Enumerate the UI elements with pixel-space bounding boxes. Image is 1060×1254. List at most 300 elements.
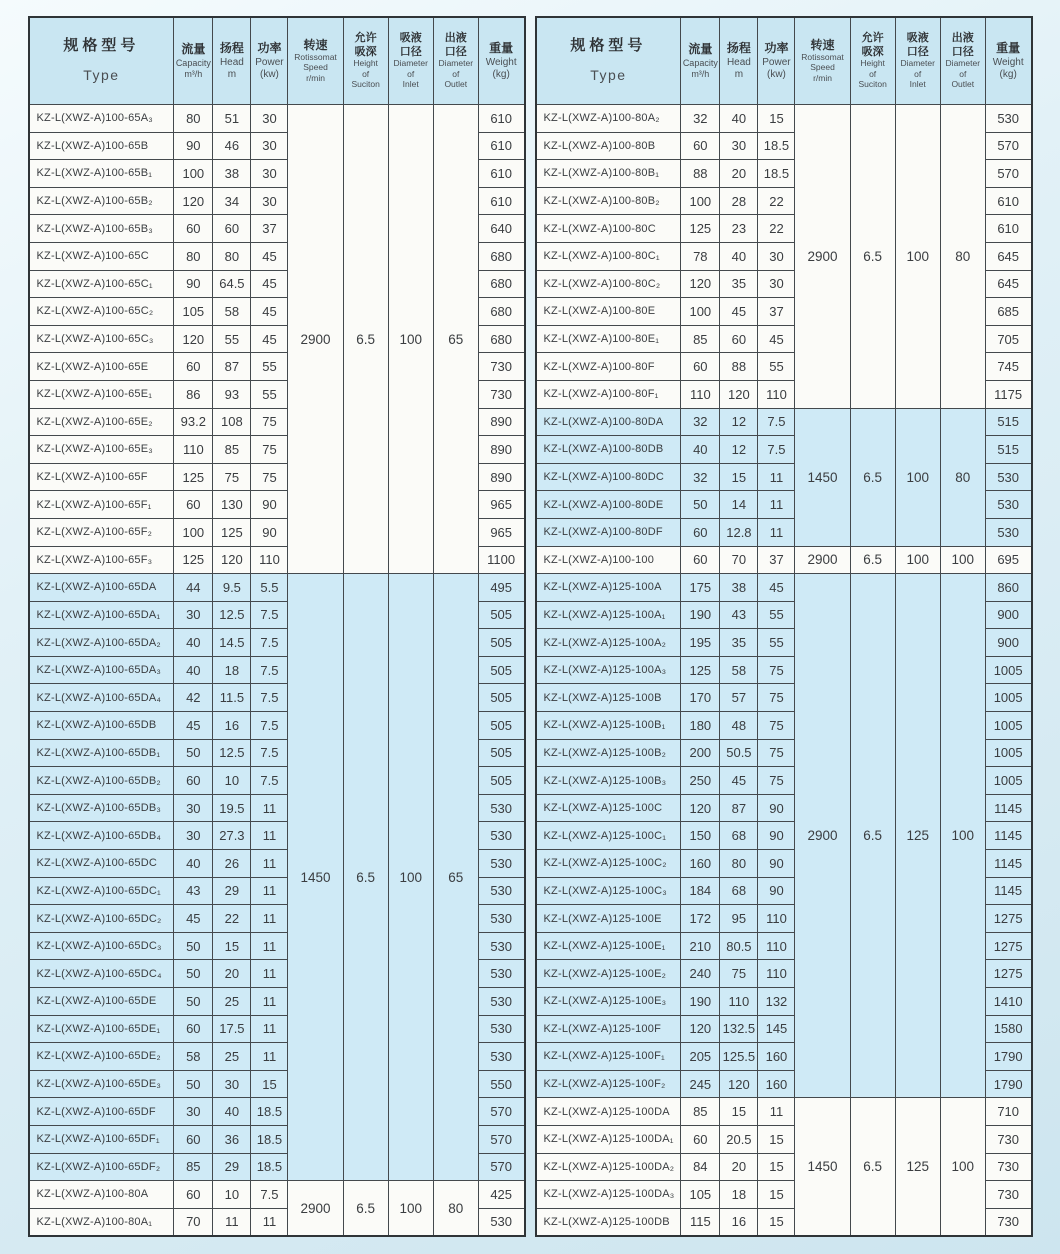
power-cell: 7.5 [251,656,288,684]
power-cell: 7.5 [251,629,288,657]
capacity-cell: 30 [174,601,213,629]
weight-cell: 425 [478,1181,524,1209]
power-cell: 7.5 [251,767,288,795]
power-cell: 55 [758,353,795,381]
weight-cell: 1275 [985,905,1031,933]
header-line: 出液 [444,32,467,45]
header-line: 规格型号 [63,37,140,55]
header-line: 口径 [951,45,974,58]
type-cell: KZ-L(XWZ-A)100-65DE₃ [29,1070,174,1098]
type-cell: KZ-L(XWZ-A)125-100B₂ [536,739,681,767]
power-cell: 110 [758,380,795,408]
power-cell: 90 [251,491,288,519]
head-cell: 25 [213,988,251,1016]
type-cell: KZ-L(XWZ-A)100-65DC₃ [29,932,174,960]
type-cell: KZ-L(XWZ-A)125-100DA₁ [536,1125,681,1153]
type-cell: KZ-L(XWZ-A)100-65A₃ [29,105,174,133]
power-cell: 7.5 [251,684,288,712]
weight-cell: 745 [985,353,1031,381]
capacity-cell: 43 [174,877,213,905]
power-cell: 22 [758,215,795,243]
power-cell: 90 [758,794,795,822]
type-cell: KZ-L(XWZ-A)125-100A [536,574,681,602]
head-cell: 64.5 [213,270,251,298]
weight-cell: 530 [478,932,524,960]
header-line: Power [255,56,284,68]
type-cell: KZ-L(XWZ-A)100-65DE [29,988,174,1016]
capacity-cell: 60 [681,353,720,381]
type-cell: KZ-L(XWZ-A)100-65DC [29,850,174,878]
head-cell: 15 [720,1098,758,1126]
head-cell: 45 [720,298,758,326]
type-cell: KZ-L(XWZ-A)125-100C₃ [536,877,681,905]
header-line: 允许 [861,32,884,45]
type-cell: KZ-L(XWZ-A)125-100C₂ [536,850,681,878]
power-cell: 30 [758,242,795,270]
power-cell: 11 [251,905,288,933]
head-cell: 12.8 [720,518,758,546]
column-header-outlet [433,17,478,105]
column-header-capacity [174,17,213,105]
capacity-cell: 45 [174,712,213,740]
capacity-cell: 58 [174,1043,213,1071]
head-cell: 120 [213,546,251,574]
capacity-cell: 80 [174,242,213,270]
weight-cell: 530 [985,463,1031,491]
power-cell: 11 [758,518,795,546]
weight-cell: 680 [478,298,524,326]
head-cell: 34 [213,187,251,215]
outlet-cell: 80 [433,1181,478,1236]
type-cell: KZ-L(XWZ-A)125-100E₃ [536,988,681,1016]
head-cell: 17.5 [213,1015,251,1043]
head-cell: 85 [213,436,251,464]
weight-cell: 505 [478,684,524,712]
column-header-outlet [940,17,985,105]
suction-cell: 6.5 [850,1098,895,1236]
type-cell: KZ-L(XWZ-A)100-65DF [29,1098,174,1126]
weight-cell: 610 [478,160,524,188]
outlet-cell: 100 [940,1098,985,1236]
weight-cell: 505 [478,629,524,657]
speed-cell: 2900 [795,546,850,574]
capacity-cell: 120 [174,325,213,353]
head-cell: 70 [720,546,758,574]
inlet-cell: 100 [895,546,940,574]
head-cell: 60 [213,215,251,243]
header-line: Type [83,67,120,84]
weight-cell: 505 [478,601,524,629]
header-line: 转速 [303,37,328,52]
power-cell: 37 [251,215,288,243]
power-cell: 75 [758,684,795,712]
weight-cell: 1790 [985,1043,1031,1071]
type-cell: KZ-L(XWZ-A)100-65E [29,353,174,381]
power-cell: 75 [758,739,795,767]
head-cell: 40 [720,242,758,270]
type-cell: KZ-L(XWZ-A)100-65DB₃ [29,794,174,822]
power-cell: 110 [758,960,795,988]
speed-cell: 2900 [795,105,850,409]
capacity-cell: 170 [681,684,720,712]
weight-cell: 1005 [985,767,1031,795]
head-cell: 18 [720,1181,758,1209]
type-cell: KZ-L(XWZ-A)100-65DA₄ [29,684,174,712]
capacity-cell: 125 [681,656,720,684]
type-cell: KZ-L(XWZ-A)100-65DB₂ [29,767,174,795]
type-cell: KZ-L(XWZ-A)125-100A₂ [536,629,681,657]
capacity-cell: 32 [681,105,720,133]
power-cell: 30 [758,270,795,298]
head-cell: 22 [213,905,251,933]
power-cell: 11 [758,463,795,491]
type-cell: KZ-L(XWZ-A)100-80B₂ [536,187,681,215]
power-cell: 55 [758,601,795,629]
head-cell: 29 [213,877,251,905]
weight-cell: 1145 [985,877,1031,905]
type-cell: KZ-L(XWZ-A)100-65DB₄ [29,822,174,850]
capacity-cell: 60 [174,215,213,243]
weight-cell: 610 [478,132,524,160]
weight-cell: 530 [478,794,524,822]
capacity-cell: 45 [174,905,213,933]
table-row [536,105,1032,133]
head-cell: 10 [213,1181,251,1209]
column-header-head [213,17,251,105]
table-row [536,574,1032,602]
type-cell: KZ-L(XWZ-A)100-65C₃ [29,325,174,353]
header-line: 扬程 [726,41,751,56]
weight-cell: 505 [478,656,524,684]
column-header-capacity [681,17,720,105]
type-cell: KZ-L(XWZ-A)100-65DA [29,574,174,602]
header-line: 重量 [489,41,514,56]
header-line: of [362,68,370,79]
type-cell: KZ-L(XWZ-A)100-65C [29,242,174,270]
capacity-cell: 115 [681,1208,720,1236]
weight-cell: 680 [478,270,524,298]
inlet-cell: 100 [895,105,940,409]
head-cell: 88 [720,353,758,381]
type-cell: KZ-L(XWZ-A)125-100F [536,1015,681,1043]
header-line: Weight [992,56,1024,68]
column-header-type [536,17,681,105]
power-cell: 55 [251,353,288,381]
header-line: Outlet [951,79,975,90]
type-cell: KZ-L(XWZ-A)100-65B₁ [29,160,174,188]
header-line: 规格型号 [570,37,647,55]
type-cell: KZ-L(XWZ-A)100-80F [536,353,681,381]
type-cell: KZ-L(XWZ-A)125-100E [536,905,681,933]
power-cell: 11 [251,1015,288,1043]
capacity-cell: 50 [174,960,213,988]
type-cell: KZ-L(XWZ-A)100-80C [536,215,681,243]
capacity-cell: 105 [174,298,213,326]
weight-cell: 530 [478,988,524,1016]
header-line: Head [726,56,751,68]
capacity-cell: 60 [174,353,213,381]
header-line: Suciton [858,79,887,90]
power-cell: 11 [251,988,288,1016]
capacity-cell: 100 [681,187,720,215]
table-row [536,546,1032,574]
weight-cell: 965 [478,518,524,546]
weight-cell: 570 [478,1153,524,1181]
header-line: Height [353,58,378,69]
capacity-cell: 125 [174,463,213,491]
head-cell: 40 [213,1098,251,1126]
head-cell: 48 [720,712,758,740]
type-cell: KZ-L(XWZ-A)100-65C₁ [29,270,174,298]
weight-cell: 530 [985,518,1031,546]
capacity-cell: 85 [681,325,720,353]
type-cell: KZ-L(XWZ-A)100-65DE₁ [29,1015,174,1043]
weight-cell: 530 [478,1043,524,1071]
capacity-cell: 42 [174,684,213,712]
head-cell: 35 [720,270,758,298]
weight-cell: 1275 [985,960,1031,988]
power-cell: 132 [758,988,795,1016]
power-cell: 11 [758,491,795,519]
table-row [29,105,525,133]
capacity-cell: 195 [681,629,720,657]
capacity-cell: 40 [174,850,213,878]
pump-spec-table-left [28,16,526,1237]
weight-cell: 550 [478,1070,524,1098]
head-cell: 60 [720,325,758,353]
head-cell: 27.3 [213,822,251,850]
header-line: (kg) [999,68,1017,80]
head-cell: 20 [720,160,758,188]
power-cell: 11 [251,877,288,905]
header-line: Diameter [438,58,474,69]
power-cell: 55 [758,629,795,657]
outlet-cell: 100 [940,574,985,1098]
power-cell: 5.5 [251,574,288,602]
header-line: Diameter [393,58,428,69]
head-cell: 120 [720,380,758,408]
type-cell: KZ-L(XWZ-A)100-65DB₁ [29,739,174,767]
header-line: (kw) [260,68,279,80]
header-line: m³/h [691,68,710,79]
type-cell: KZ-L(XWZ-A)125-100B₁ [536,712,681,740]
weight-cell: 730 [985,1125,1031,1153]
header-row [536,17,1032,105]
weight-cell: 495 [478,574,524,602]
power-cell: 160 [758,1043,795,1071]
header-line: of [869,68,877,79]
head-cell: 55 [213,325,251,353]
head-cell: 18 [213,656,251,684]
head-cell: 50.5 [720,739,758,767]
header-line: m³/h [184,68,203,79]
header-line: 吸液 [399,32,422,45]
type-cell: KZ-L(XWZ-A)125-100E₂ [536,960,681,988]
capacity-cell: 78 [681,242,720,270]
type-cell: KZ-L(XWZ-A)100-80A₁ [29,1208,174,1236]
head-cell: 10 [213,767,251,795]
weight-cell: 1580 [985,1015,1031,1043]
head-cell: 130 [213,491,251,519]
head-cell: 38 [213,160,251,188]
capacity-cell: 93.2 [174,408,213,436]
weight-cell: 530 [478,1015,524,1043]
type-cell: KZ-L(XWZ-A)100-80B₁ [536,160,681,188]
weight-cell: 530 [985,491,1031,519]
type-cell: KZ-L(XWZ-A)100-65DF₁ [29,1125,174,1153]
capacity-cell: 110 [174,436,213,464]
weight-cell: 710 [985,1098,1031,1126]
capacity-cell: 50 [174,988,213,1016]
capacity-cell: 85 [681,1098,720,1126]
type-cell: KZ-L(XWZ-A)100-65DC₁ [29,877,174,905]
capacity-cell: 60 [174,1125,213,1153]
power-cell: 11 [251,822,288,850]
capacity-cell: 50 [681,491,720,519]
power-cell: 15 [758,1153,795,1181]
type-cell: KZ-L(XWZ-A)125-100E₁ [536,932,681,960]
power-cell: 15 [758,105,795,133]
power-cell: 18.5 [758,132,795,160]
weight-cell: 890 [478,408,524,436]
header-line: Speed [303,62,328,73]
header-line: m [734,68,744,80]
head-cell: 26 [213,850,251,878]
weight-cell: 570 [985,132,1031,160]
power-cell: 110 [251,546,288,574]
head-cell: 93 [213,380,251,408]
speed-cell: 1450 [795,408,850,546]
power-cell: 11 [251,960,288,988]
header-line: 流量 [688,42,713,57]
power-cell: 15 [251,1070,288,1098]
head-cell: 58 [213,298,251,326]
power-cell: 90 [758,822,795,850]
header-line: 重量 [996,41,1021,56]
power-cell: 110 [758,905,795,933]
weight-cell: 965 [478,491,524,519]
type-cell: KZ-L(XWZ-A)125-100A₁ [536,601,681,629]
capacity-cell: 205 [681,1043,720,1071]
head-cell: 12.5 [213,739,251,767]
head-cell: 68 [720,822,758,850]
capacity-cell: 86 [174,380,213,408]
header-line: 口径 [444,45,467,58]
capacity-cell: 30 [174,1098,213,1126]
type-cell: KZ-L(XWZ-A)100-80DB [536,436,681,464]
capacity-cell: 40 [174,656,213,684]
power-cell: 110 [758,932,795,960]
head-cell: 40 [720,105,758,133]
power-cell: 90 [758,850,795,878]
header-line: Type [590,67,627,84]
power-cell: 45 [758,574,795,602]
head-cell: 51 [213,105,251,133]
type-cell: KZ-L(XWZ-A)100-80F₁ [536,380,681,408]
power-cell: 145 [758,1015,795,1043]
table-row [536,1098,1032,1126]
type-cell: KZ-L(XWZ-A)125-100DB [536,1208,681,1236]
type-cell: KZ-L(XWZ-A)100-80A [29,1181,174,1209]
column-header-suction [343,17,388,105]
header-line: r/min [306,72,325,83]
column-header-inlet [388,17,433,105]
header-line: 功率 [764,41,789,56]
power-cell: 18.5 [251,1098,288,1126]
header-line: of [959,68,967,79]
power-cell: 7.5 [251,739,288,767]
capacity-cell: 60 [174,1015,213,1043]
power-cell: 18.5 [251,1125,288,1153]
head-cell: 30 [720,132,758,160]
head-cell: 30 [213,1070,251,1098]
capacity-cell: 240 [681,960,720,988]
head-cell: 20.5 [720,1125,758,1153]
header-line: 转速 [810,37,835,52]
head-cell: 15 [720,463,758,491]
capacity-cell: 30 [174,822,213,850]
weight-cell: 570 [478,1098,524,1126]
type-cell: KZ-L(XWZ-A)100-80DA [536,408,681,436]
weight-cell: 890 [478,463,524,491]
capacity-cell: 200 [681,739,720,767]
suction-cell: 6.5 [343,1181,388,1236]
header-line: 扬程 [219,41,244,56]
power-cell: 15 [758,1125,795,1153]
power-cell: 7.5 [758,436,795,464]
head-cell: 12.5 [213,601,251,629]
type-cell: KZ-L(XWZ-A)100-65F₃ [29,546,174,574]
header-line: of [407,68,415,79]
column-header-head [720,17,758,105]
type-cell: KZ-L(XWZ-A)100-65F₁ [29,491,174,519]
header-line: Diameter [900,58,935,69]
head-cell: 110 [720,988,758,1016]
capacity-cell: 60 [681,1125,720,1153]
type-cell: KZ-L(XWZ-A)100-65C₂ [29,298,174,326]
outlet-cell: 65 [433,105,478,574]
type-cell: KZ-L(XWZ-A)100-65B [29,132,174,160]
capacity-cell: 172 [681,905,720,933]
weight-cell: 515 [985,436,1031,464]
power-cell: 11 [251,1043,288,1071]
head-cell: 16 [720,1208,758,1236]
capacity-cell: 32 [681,463,720,491]
head-cell: 46 [213,132,251,160]
head-cell: 11 [213,1208,251,1236]
header-line: Speed [810,62,835,73]
header-line: Inlet [402,79,419,90]
head-cell: 75 [720,960,758,988]
head-cell: 87 [720,794,758,822]
capacity-cell: 190 [681,988,720,1016]
type-cell: KZ-L(XWZ-A)100-65E₃ [29,436,174,464]
suction-cell: 6.5 [850,546,895,574]
header-line: Diameter [945,58,981,69]
capacity-cell: 84 [681,1153,720,1181]
column-header-speed [288,17,343,105]
weight-cell: 730 [478,380,524,408]
column-header-power [758,17,795,105]
weight-cell: 685 [985,298,1031,326]
power-cell: 37 [758,546,795,574]
capacity-cell: 60 [174,491,213,519]
type-cell: KZ-L(XWZ-A)125-100DA [536,1098,681,1126]
capacity-cell: 175 [681,574,720,602]
type-cell: KZ-L(XWZ-A)100-65DE₂ [29,1043,174,1071]
type-cell: KZ-L(XWZ-A)125-100C [536,794,681,822]
type-cell: KZ-L(XWZ-A)100-65B₂ [29,187,174,215]
